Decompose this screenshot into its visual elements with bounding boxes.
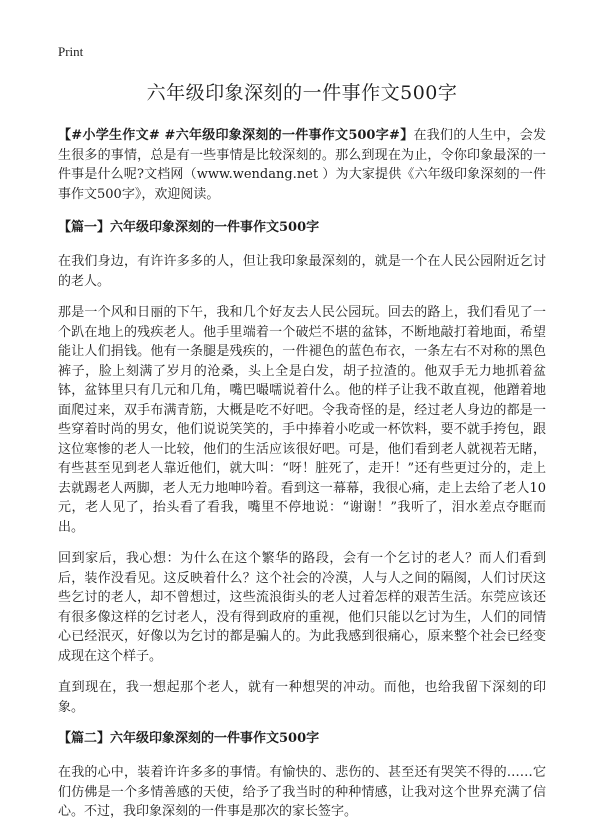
section-heading-2: 【篇二】六年级印象深刻的一件事作文500字 <box>58 731 320 746</box>
section1-paragraph-1: 在我们身边，有许许多多的人，但让我印象最深刻的，就是一个在人民公园附近乞讨的老人。 <box>58 254 546 289</box>
section2-paragraph-1: 在我的心中，装着许许多多的事情。有愉快的、悲伤的、甚至还有哭笑不得的……它们仿佛是一个多情善感的天使，给予了我当时的种种情感，让我对这个世界充满了信心。不过，我印象深刻的一件事是那次的家长签字。 <box>58 765 546 819</box>
section-heading-1: 【篇一】六年级印象深刻的一件事作文500字 <box>58 220 320 235</box>
intro-paragraph <box>58 126 546 204</box>
section1-paragraph-4: 直到现在，我一想起那个老人，就有一种想哭的冲动。而他，也给我留下深刻的印象。 <box>58 680 546 715</box>
section1-paragraph-2: 那是一个风和日丽的下午，我和几个好友去人民公园玩。回去的路上，我们看见了一个趴在地上的残疾老人。他手里端着一个破烂不堪的盆钵，不断地敲打着地面，希望能让人们捐钱。他有一条腿是残疾的，一件褪色的蓝色布衣，一条左右不对称的黑色裤子，脸上刻满了岁月的沧桑，头上全是白发，胡子拉渣的。他双手无力地抓着盆钵，盆钵里只有几元和几角，嘴巴嘬嚅说着什么。他的样子让我不敢直视，他蹭着地面爬过来，双手布满青筋，大概是吃不好吧。令我奇怪的是，经过老人身边的都是一些穿着时尚的男女，他们说说笑笑的，手中捧着小吃或一杯饮料，要不就手挎包，跟这位寒惨的老人一比较，他们的生活应该很好吧。可是，他们看到老人就视若无睹，有些甚至见到老人靠近他们，就大叫：“呀！脏死了，走开！”还有些更过分的，走上去就踢老人两脚，老人无力地呻吟着。看到这一幕幕，我很心痛，走上去给了老人10元，老人见了，抬头看了看我，嘴里不停地说：“谢谢！”我听了，泪水差点夺眶而出。 <box>58 305 546 535</box>
intro-text: 在我们的人生中，会发生很多的事情，总是有一些事情是比较深刻的。那么到现在为止，令你印象最深的一件事是什么呢?文档网（www.wendang.net ）为大家提供《六年级印象深刻的一件事作文500字》，欢迎阅读。 <box>58 128 546 202</box>
article-title: 六年级印象深刻的一件事作文500字 <box>146 82 458 104</box>
section1-paragraph-3: 回到家后，我心想：为什么在这个繁华的路段，会有一个乞讨的老人？而人们看到后，装作没看见。这反映着什么？这个社会的冷漠，人与人之间的隔阂，人们讨厌这些乞讨的老人，却不曾想过，这些流浪街头的老人过着怎样的艰苦生活。东莞应该还有很多像这样的乞讨老人，没有得到政府的重视，他们只能以乞讨为生，人们的同情心已经泯灭，好像以为乞讨的都是骗人的。为此我感到很痛心，原来整个社会已经变成现在这个样子。 <box>58 551 546 664</box>
intro-tags: 【#小学生作文# #六年级印象深刻的一件事作文500字#】 <box>58 128 414 143</box>
print-label: Print <box>58 44 84 59</box>
